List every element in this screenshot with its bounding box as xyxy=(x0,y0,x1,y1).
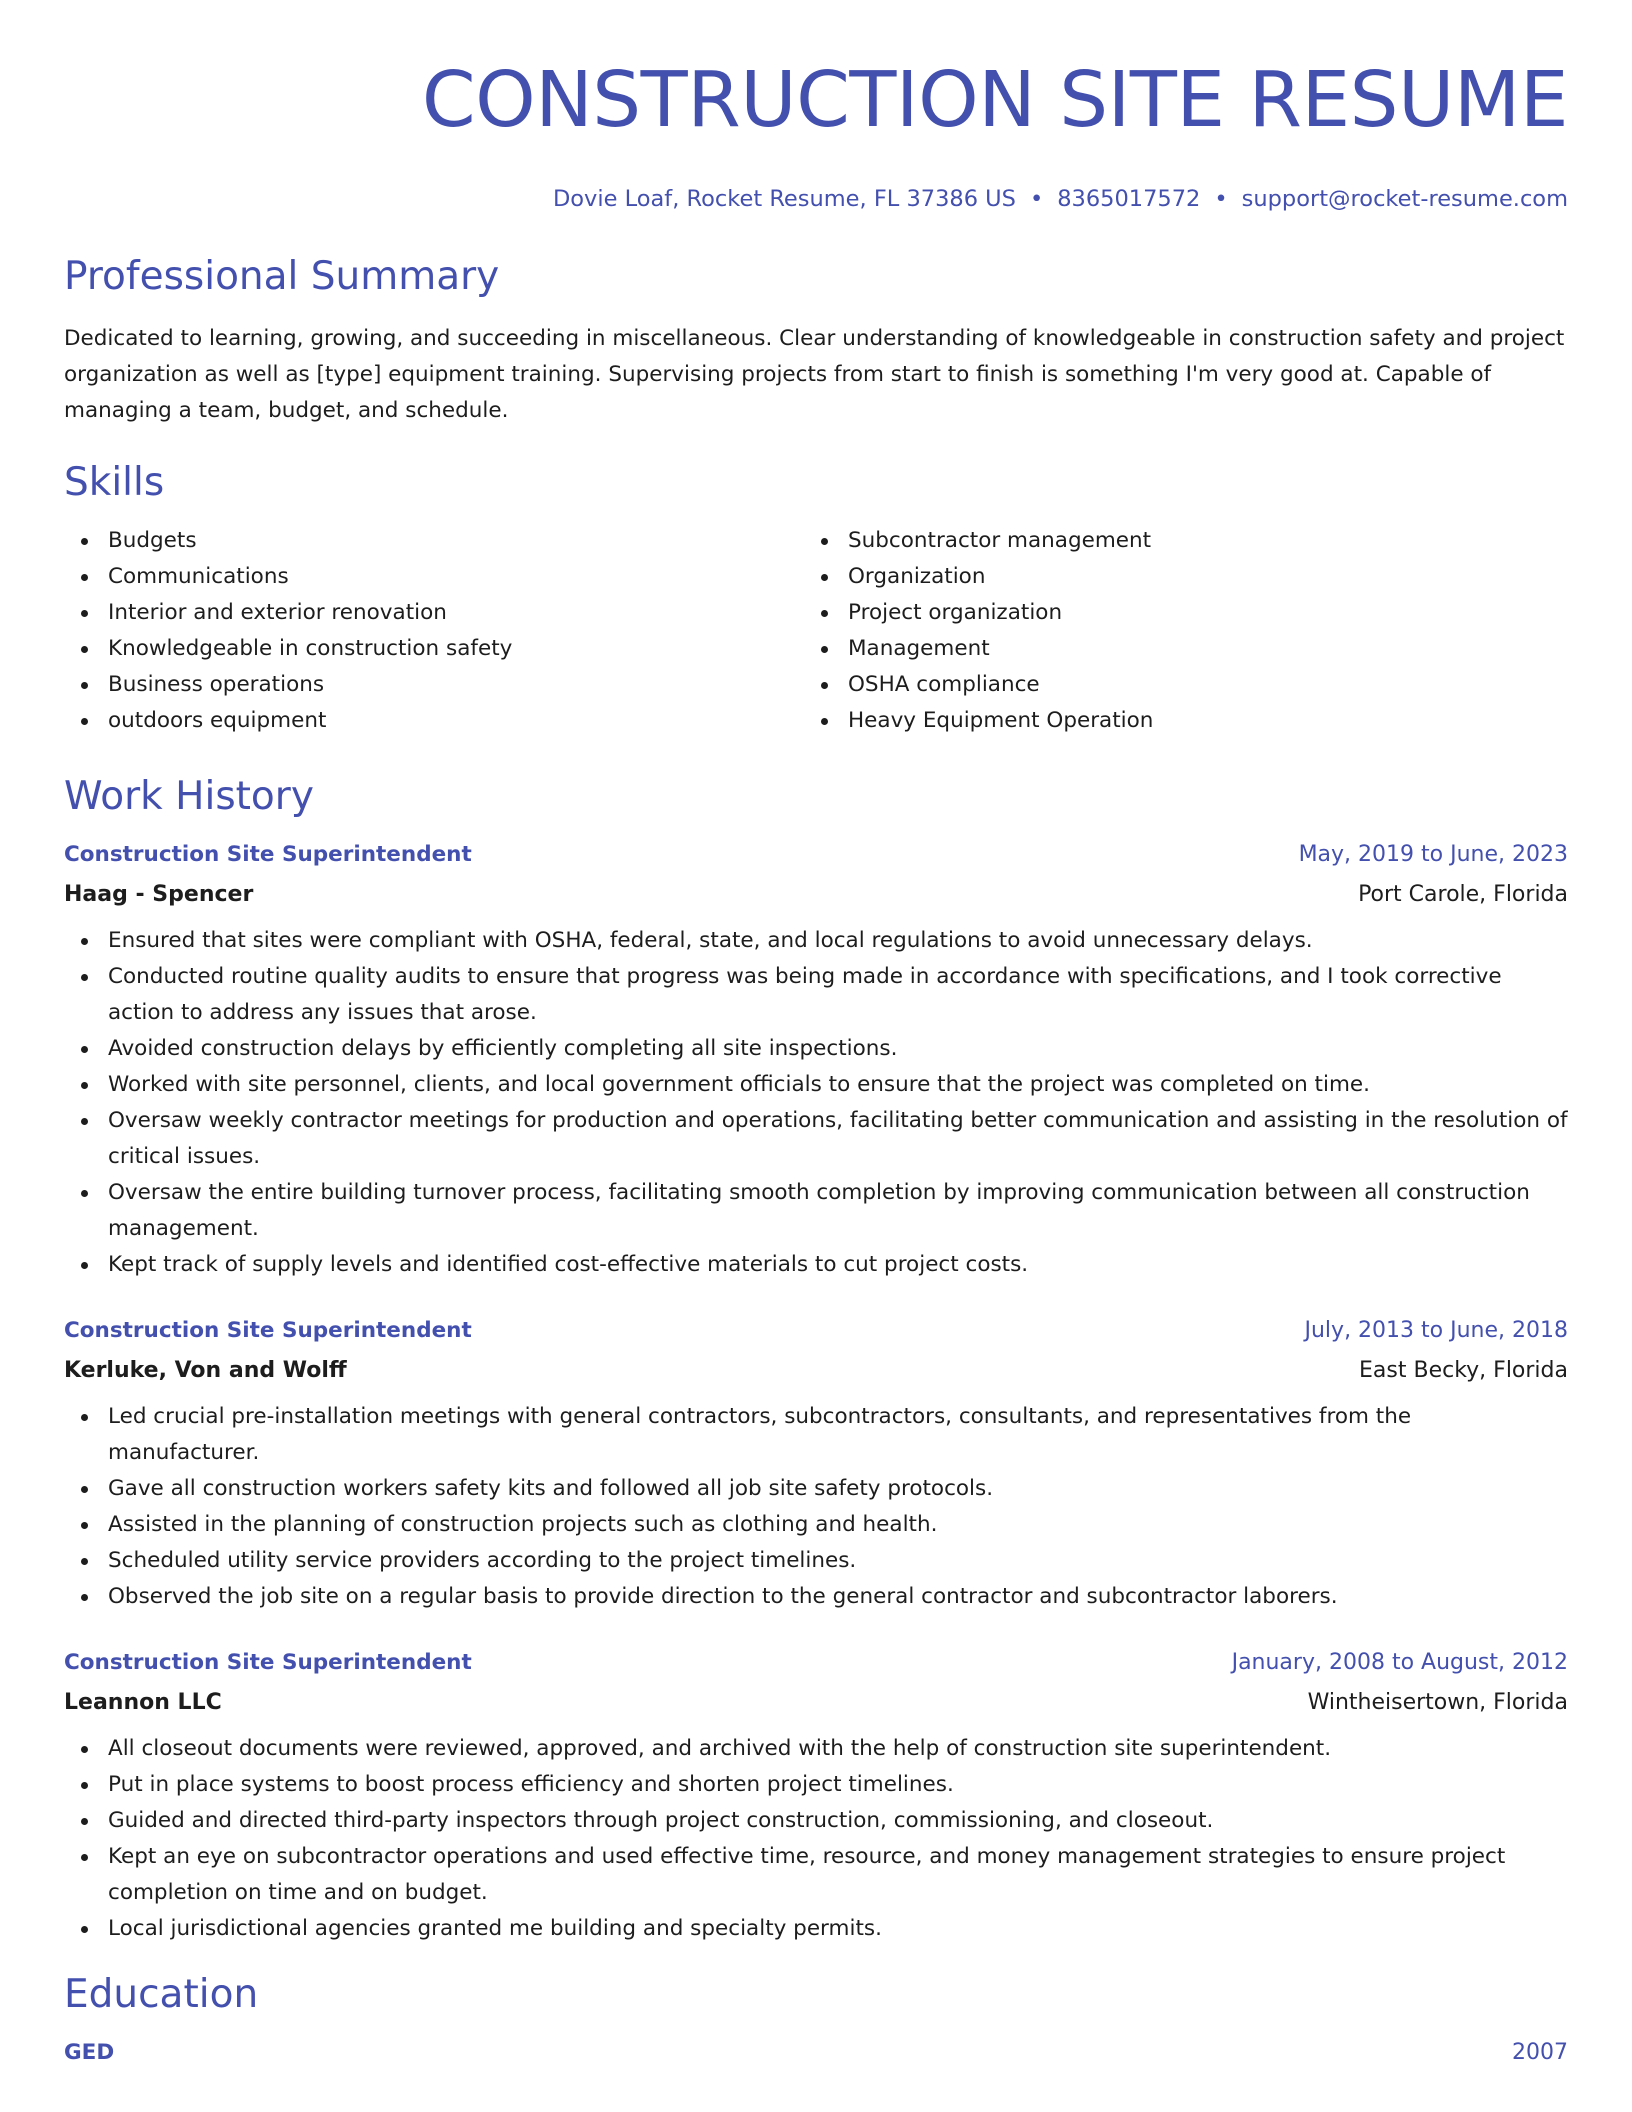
skills-left-list xyxy=(64,523,804,739)
skill-item: Communications xyxy=(64,559,804,595)
skill-item: Project organization xyxy=(804,595,1544,631)
job-bullet: Assisted in the planning of construction projects such as clothing and health. xyxy=(64,1507,1568,1543)
contact-address: Dovie Loaf, Rocket Resume, FL 37386 US xyxy=(552,186,1016,212)
job-bullet: Gave all construction workers safety kits and followed all job site safety protocols. xyxy=(64,1471,1568,1507)
skill-item: Budgets xyxy=(64,523,804,559)
job-dates: July, 2013 to June, 2018 xyxy=(1304,1318,1568,1343)
job-bullet: Kept track of supply levels and identified cost-effective materials to cut project costs. xyxy=(64,1247,1568,1283)
skills-heading: Skills xyxy=(64,460,165,505)
job-bullet: Avoided construction delays by efficiently completing all site inspections. xyxy=(64,1031,1568,1067)
job-company-row xyxy=(64,875,1568,915)
resume-header xyxy=(64,0,1568,214)
contact-email[interactable]: support@rocket-resume.com xyxy=(1241,186,1568,212)
job-title: Construction Site Superintendent xyxy=(64,1650,472,1675)
contact-line xyxy=(64,184,1568,214)
skill-item: Subcontractor management xyxy=(804,523,1544,559)
skill-item: Heavy Equipment Operation xyxy=(804,703,1544,739)
job-bullet: Observed the job site on a regular basis to provide direction to the general contractor and subcontractor laborers. xyxy=(64,1579,1568,1615)
contact-separator: • xyxy=(1214,186,1228,212)
skills-columns xyxy=(64,523,1568,739)
education-heading: Education xyxy=(64,1972,259,2017)
job-bullet: Conducted routine quality audits to ensure that progress was being made in accordance with specifications, and I took corrective action to address any issues that arose. xyxy=(64,959,1568,1031)
job-bullets xyxy=(64,1731,1568,1947)
education-degree: GED xyxy=(64,2040,115,2065)
job-company: Haag - Spencer xyxy=(64,882,254,907)
summary-text: Dedicated to learning, growing, and succeeding in miscellaneous. Clear understanding of knowledgeable in construction safety and project organization as well as [type] equipment training. Supervising projects from start to finish is something I'm very good at. Capable of managing a team, budget, and schedule. xyxy=(64,326,1565,423)
job-bullet: Kept an eye on subcontractor operations and used effective time, resource, and money management strategies to ensure project completion on time and on budget. xyxy=(64,1839,1568,1911)
skill-item: Organization xyxy=(804,559,1544,595)
job-bullets xyxy=(64,923,1568,1283)
job-company-row xyxy=(64,1683,1568,1723)
job-bullet: Scheduled utility service providers according to the project timelines. xyxy=(64,1543,1568,1579)
job-location: East Becky, Florida xyxy=(1359,1358,1568,1383)
job-bullet: All closeout documents were reviewed, approved, and archived with the help of construction site superintendent. xyxy=(64,1731,1568,1767)
job-company: Kerluke, Von and Wolff xyxy=(64,1358,347,1383)
job-entry xyxy=(64,1311,1568,1615)
education-year: 2007 xyxy=(1512,2040,1568,2065)
skills-section xyxy=(64,459,1568,739)
skill-item: Knowledgeable in construction safety xyxy=(64,631,804,667)
work-history-section xyxy=(64,773,1568,1947)
job-location: Wintheisertown, Florida xyxy=(1307,1690,1568,1715)
education-section xyxy=(64,1971,1568,2073)
job-bullet: Oversaw weekly contractor meetings for production and operations, facilitating better communication and assisting in the resolution of critical issues. xyxy=(64,1103,1568,1175)
job-bullet: Ensured that sites were compliant with OSHA, federal, state, and local regulations to avoid unnecessary delays. xyxy=(64,923,1568,959)
skill-item: Interior and exterior renovation xyxy=(64,595,804,631)
job-entry xyxy=(64,1643,1568,1947)
job-title: Construction Site Superintendent xyxy=(64,1318,472,1343)
job-bullet: Local jurisdictional agencies granted me building and specialty permits. xyxy=(64,1911,1568,1947)
job-bullet: Put in place systems to boost process efficiency and shorten project timelines. xyxy=(64,1767,1568,1803)
summary-heading: Professional Summary xyxy=(64,254,500,299)
job-bullet: Led crucial pre-installation meetings with general contractors, subcontractors, consultants, and representatives from the manufacturer. xyxy=(64,1399,1568,1471)
job-company-row xyxy=(64,1351,1568,1391)
skills-right-list xyxy=(804,523,1544,739)
work-history-heading: Work History xyxy=(64,774,314,819)
job-title-row xyxy=(64,1311,1568,1351)
skill-item: OSHA compliance xyxy=(804,667,1544,703)
summary-section xyxy=(64,253,1568,429)
job-bullet: Guided and directed third-party inspectors through project construction, commissioning, and closeout. xyxy=(64,1803,1568,1839)
job-company: Leannon LLC xyxy=(64,1690,222,1715)
skill-item: Business operations xyxy=(64,667,804,703)
job-title-row xyxy=(64,1643,1568,1683)
job-dates: May, 2019 to June, 2023 xyxy=(1298,842,1568,867)
resume-title: CONSTRUCTION SITE RESUME xyxy=(421,56,1568,145)
job-title-row xyxy=(64,835,1568,875)
job-bullet: Worked with site personnel, clients, and local government officials to ensure that the project was completed on time. xyxy=(64,1067,1568,1103)
job-bullet: Oversaw the entire building turnover process, facilitating smooth completion by improving communication between all construction management. xyxy=(64,1175,1568,1247)
contact-phone: 8365017572 xyxy=(1057,186,1201,212)
job-location: Port Carole, Florida xyxy=(1358,882,1568,907)
education-row xyxy=(64,2033,1568,2073)
skill-item: outdoors equipment xyxy=(64,703,804,739)
job-entry xyxy=(64,835,1568,1283)
job-bullets xyxy=(64,1399,1568,1615)
contact-separator: • xyxy=(1029,186,1044,212)
job-title: Construction Site Superintendent xyxy=(64,842,472,867)
job-dates: January, 2008 to August, 2012 xyxy=(1231,1650,1568,1675)
skill-item: Management xyxy=(804,631,1544,667)
